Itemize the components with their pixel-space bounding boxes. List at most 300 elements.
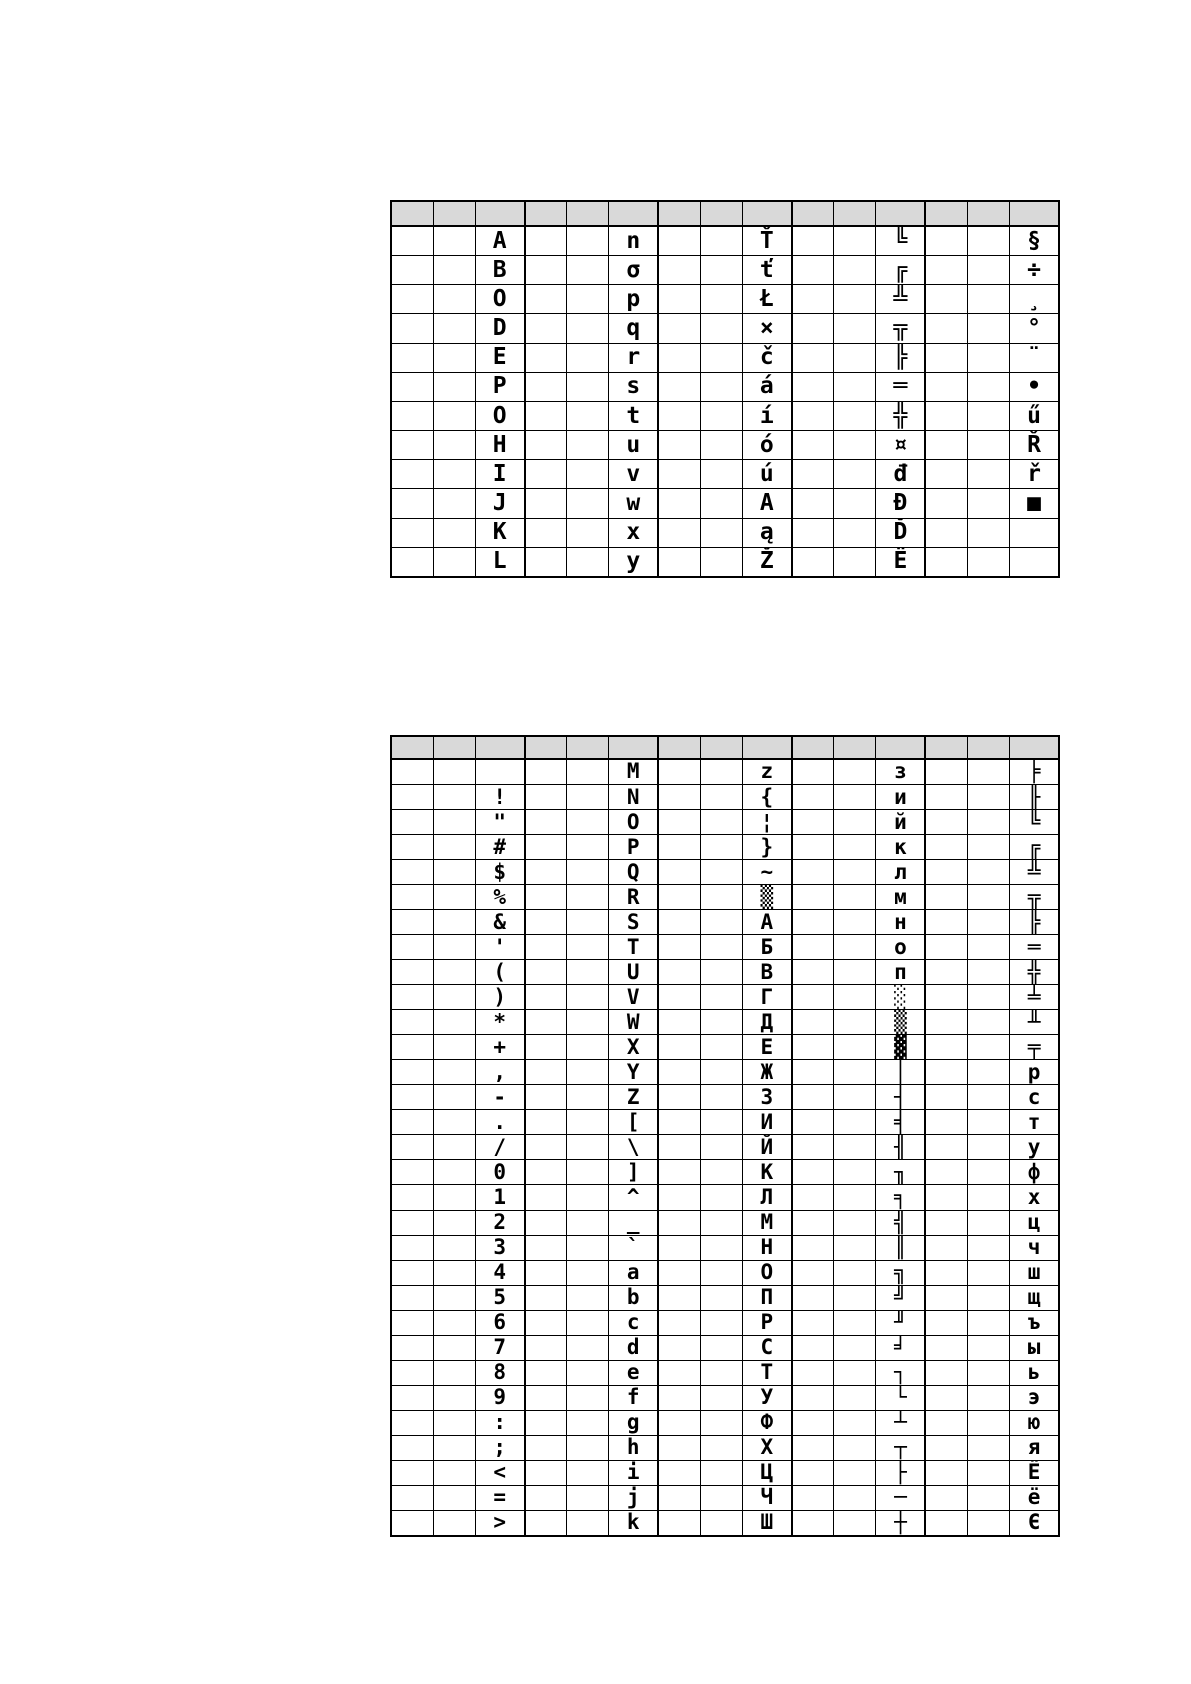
empty-cell <box>834 1385 876 1410</box>
empty-cell <box>834 1235 876 1260</box>
empty-cell <box>525 1510 567 1536</box>
empty-cell <box>391 1360 433 1385</box>
empty-cell <box>391 518 433 547</box>
empty-cell <box>792 960 834 985</box>
empty-cell <box>433 910 475 935</box>
empty-cell <box>433 256 475 285</box>
empty-cell <box>658 256 700 285</box>
empty-cell <box>567 885 609 910</box>
empty-cell <box>925 1310 967 1335</box>
empty-cell <box>525 401 567 430</box>
empty-cell <box>834 1285 876 1310</box>
empty-cell <box>967 1385 1009 1410</box>
empty-cell <box>834 1210 876 1235</box>
empty-cell <box>700 285 742 314</box>
empty-cell <box>792 1035 834 1060</box>
empty-cell <box>834 431 876 460</box>
header-cell <box>792 201 834 226</box>
empty-cell <box>658 1510 700 1536</box>
empty-cell <box>967 401 1009 430</box>
char-cell: Ф <box>742 1410 791 1435</box>
empty-cell <box>967 860 1009 885</box>
char-cell: a <box>609 1260 658 1285</box>
empty-cell <box>834 1085 876 1110</box>
char-cell: и <box>876 784 925 809</box>
empty-cell <box>433 518 475 547</box>
table-row <box>391 1510 1059 1536</box>
empty-cell <box>925 885 967 910</box>
char-cell: ╤ <box>1010 1035 1059 1060</box>
table-row <box>391 343 1059 372</box>
empty-cell <box>925 401 967 430</box>
empty-cell <box>525 226 567 256</box>
empty-cell <box>792 1410 834 1435</box>
empty-cell <box>792 1460 834 1485</box>
empty-cell <box>658 1085 700 1110</box>
char-cell: 1 <box>475 1185 524 1210</box>
table-row <box>391 285 1059 314</box>
char-cell: " <box>475 810 524 835</box>
char-cell: с <box>1010 1085 1059 1110</box>
empty-cell <box>834 1410 876 1435</box>
char-cell: ║ <box>876 1235 925 1260</box>
char-cell: O <box>475 401 524 430</box>
char-cell: \ <box>609 1135 658 1160</box>
char-cell: $ <box>475 860 524 885</box>
char-cell: ╞ <box>1010 759 1059 785</box>
empty-cell <box>967 314 1009 343</box>
empty-cell <box>967 256 1009 285</box>
empty-cell <box>792 935 834 960</box>
char-cell: ь <box>1010 1360 1059 1385</box>
empty-cell <box>925 1060 967 1085</box>
char-cell: С <box>742 1335 791 1360</box>
empty-cell <box>792 489 834 518</box>
empty-cell <box>525 759 567 785</box>
char-cell: ¤ <box>876 431 925 460</box>
table-row <box>391 226 1059 256</box>
char-cell: O <box>609 810 658 835</box>
empty-cell <box>658 343 700 372</box>
empty-cell <box>433 431 475 460</box>
empty-cell <box>391 1435 433 1460</box>
empty-cell <box>792 1435 834 1460</box>
char-cell: ┬ <box>876 1435 925 1460</box>
char-cell: ( <box>475 960 524 985</box>
char-cell: М <box>742 1210 791 1235</box>
empty-cell <box>658 935 700 960</box>
empty-cell <box>658 1210 700 1235</box>
empty-cell <box>700 1160 742 1185</box>
table-row <box>391 518 1059 547</box>
empty-cell <box>834 314 876 343</box>
header-cell <box>433 736 475 759</box>
empty-cell <box>525 1110 567 1135</box>
char-cell: Ť <box>742 226 791 256</box>
empty-cell <box>567 1160 609 1185</box>
empty-cell <box>525 547 567 577</box>
char-cell: ~ <box>742 860 791 885</box>
char-cell: U <box>609 960 658 985</box>
empty-cell <box>525 1360 567 1385</box>
char-cell: ř <box>1010 460 1059 489</box>
empty-cell <box>834 1135 876 1160</box>
empty-cell <box>658 910 700 935</box>
empty-cell <box>525 372 567 401</box>
empty-cell <box>925 547 967 577</box>
table-row <box>391 960 1059 985</box>
empty-cell <box>834 401 876 430</box>
empty-cell <box>433 1310 475 1335</box>
char-cell: ┼ <box>876 1510 925 1536</box>
empty-cell <box>700 1035 742 1060</box>
empty-cell <box>834 935 876 960</box>
empty-cell <box>658 1035 700 1060</box>
char-cell: ╗ <box>876 1260 925 1285</box>
empty-cell <box>700 1210 742 1235</box>
char-cell: о <box>876 935 925 960</box>
char-cell: ═ <box>1010 935 1059 960</box>
empty-cell <box>792 810 834 835</box>
empty-cell <box>700 401 742 430</box>
empty-cell <box>658 518 700 547</box>
empty-cell <box>567 1435 609 1460</box>
empty-cell <box>525 1460 567 1485</box>
empty-cell <box>391 1310 433 1335</box>
char-cell: ы <box>1010 1335 1059 1360</box>
empty-cell <box>925 935 967 960</box>
empty-cell <box>433 1185 475 1210</box>
empty-cell <box>567 489 609 518</box>
char-cell: й <box>876 810 925 835</box>
empty-cell <box>658 810 700 835</box>
char-cell: I <box>475 460 524 489</box>
empty-cell <box>391 460 433 489</box>
empty-cell <box>567 784 609 809</box>
char-cell: ą <box>742 518 791 547</box>
empty-cell <box>967 1235 1009 1260</box>
char-cell: Е <box>742 1035 791 1060</box>
empty-cell <box>433 885 475 910</box>
char-cell: ╬ <box>876 401 925 430</box>
empty-cell <box>658 1260 700 1285</box>
empty-cell <box>792 1010 834 1035</box>
empty-cell <box>658 985 700 1010</box>
empty-cell <box>391 935 433 960</box>
empty-cell <box>525 1285 567 1310</box>
char-cell: k <box>609 1510 658 1536</box>
empty-cell <box>567 1385 609 1410</box>
char-cell: У <box>742 1385 791 1410</box>
char-cell: T <box>609 935 658 960</box>
empty-cell <box>834 960 876 985</box>
empty-cell <box>925 489 967 518</box>
empty-cell <box>525 885 567 910</box>
empty-cell <box>433 960 475 985</box>
char-cell: 2 <box>475 1210 524 1235</box>
empty-cell <box>658 372 700 401</box>
empty-cell <box>567 460 609 489</box>
table-row <box>391 835 1059 860</box>
empty-cell <box>433 1010 475 1035</box>
char-cell: п <box>876 960 925 985</box>
empty-cell <box>567 1260 609 1285</box>
empty-cell <box>433 1335 475 1360</box>
empty-cell <box>700 885 742 910</box>
table-row <box>391 1435 1059 1460</box>
char-cell: ╜ <box>876 1310 925 1335</box>
table-row <box>391 1285 1059 1310</box>
empty-cell <box>433 226 475 256</box>
header-cell <box>1010 736 1059 759</box>
table-row <box>391 1060 1059 1085</box>
header-cell <box>742 201 791 226</box>
empty-cell <box>391 1185 433 1210</box>
char-cell: A <box>475 226 524 256</box>
empty-cell <box>792 372 834 401</box>
empty-cell <box>525 960 567 985</box>
empty-cell <box>700 1410 742 1435</box>
char-cell: ┤ <box>876 1085 925 1110</box>
empty-cell <box>967 1360 1009 1385</box>
char-cell: Ë <box>876 547 925 577</box>
empty-cell <box>391 1410 433 1435</box>
char-cell: p <box>609 285 658 314</box>
char-cell: Т <box>742 1360 791 1385</box>
empty-cell <box>391 1235 433 1260</box>
header-cell <box>433 201 475 226</box>
empty-cell <box>834 1310 876 1335</box>
empty-cell <box>658 885 700 910</box>
empty-cell <box>834 1160 876 1185</box>
char-cell: ť <box>742 256 791 285</box>
empty-cell <box>391 1160 433 1185</box>
empty-cell <box>792 1110 834 1135</box>
empty-cell <box>925 1360 967 1385</box>
header-cell <box>525 736 567 759</box>
empty-cell <box>391 1460 433 1485</box>
empty-cell <box>391 784 433 809</box>
empty-cell <box>433 1260 475 1285</box>
char-cell: К <box>742 1160 791 1185</box>
empty-cell <box>925 372 967 401</box>
empty-cell <box>658 1310 700 1335</box>
empty-cell <box>433 1135 475 1160</box>
header-cell <box>525 201 567 226</box>
empty-cell <box>391 547 433 577</box>
char-cell: 6 <box>475 1310 524 1335</box>
empty-cell <box>792 1260 834 1285</box>
char-cell: Д <box>742 1010 791 1035</box>
empty-cell <box>925 314 967 343</box>
empty-cell <box>567 1485 609 1510</box>
empty-cell <box>525 431 567 460</box>
char-cell: ╚ <box>1010 810 1059 835</box>
char-cell: П <box>742 1285 791 1310</box>
char-cell: f <box>609 1385 658 1410</box>
empty-cell <box>433 1210 475 1235</box>
empty-cell <box>433 985 475 1010</box>
empty-cell <box>700 835 742 860</box>
char-cell: x <box>609 518 658 547</box>
header-cell <box>792 736 834 759</box>
empty-cell <box>658 860 700 885</box>
empty-cell <box>433 1485 475 1510</box>
char-cell: ф <box>1010 1160 1059 1185</box>
empty-cell <box>925 460 967 489</box>
char-cell: M <box>609 759 658 785</box>
empty-cell <box>433 372 475 401</box>
empty-cell <box>834 1460 876 1485</box>
empty-cell <box>967 1310 1009 1335</box>
char-cell: З <box>742 1085 791 1110</box>
empty-cell <box>925 1285 967 1310</box>
char-cell: х <box>1010 1185 1059 1210</box>
empty-cell <box>834 1335 876 1360</box>
char-cell: ш <box>1010 1260 1059 1285</box>
empty-cell <box>700 1510 742 1536</box>
empty-cell <box>925 784 967 809</box>
empty-cell <box>567 1085 609 1110</box>
empty-cell <box>967 226 1009 256</box>
empty-cell <box>925 1110 967 1135</box>
char-cell: N <box>609 784 658 809</box>
char-cell: č <box>742 343 791 372</box>
empty-cell <box>925 835 967 860</box>
empty-cell <box>925 759 967 785</box>
char-cell: Ř <box>1010 431 1059 460</box>
char-cell: к <box>876 835 925 860</box>
empty-cell <box>792 1335 834 1360</box>
empty-cell <box>834 489 876 518</box>
char-cell: ú <box>742 460 791 489</box>
empty-cell <box>700 784 742 809</box>
empty-cell <box>658 1285 700 1310</box>
empty-cell <box>792 1360 834 1385</box>
empty-cell <box>792 860 834 885</box>
char-cell: ░ <box>876 985 925 1010</box>
empty-cell <box>391 1210 433 1235</box>
char-cell: И <box>742 1110 791 1135</box>
char-cell: э <box>1010 1385 1059 1410</box>
char-cell: ÷ <box>1010 256 1059 285</box>
empty-cell <box>834 256 876 285</box>
char-cell: # <box>475 835 524 860</box>
char-cell: b <box>609 1285 658 1310</box>
header-cell <box>925 201 967 226</box>
empty-cell <box>567 1235 609 1260</box>
empty-cell <box>525 1410 567 1435</box>
table-row <box>391 1460 1059 1485</box>
char-cell: ) <box>475 985 524 1010</box>
char-cell: H <box>475 431 524 460</box>
header-cell <box>567 736 609 759</box>
empty-cell <box>792 401 834 430</box>
char-cell: Z <box>609 1085 658 1110</box>
empty-cell <box>967 285 1009 314</box>
empty-cell <box>967 835 1009 860</box>
char-cell: ╝ <box>876 1285 925 1310</box>
empty-cell <box>567 1360 609 1385</box>
empty-cell <box>792 1160 834 1185</box>
empty-cell <box>525 910 567 935</box>
empty-cell <box>834 985 876 1010</box>
char-cell: └ <box>876 1385 925 1410</box>
empty-cell <box>700 1060 742 1085</box>
char-cell: q <box>609 314 658 343</box>
empty-cell <box>925 1160 967 1185</box>
char-cell <box>475 759 524 785</box>
empty-cell <box>792 784 834 809</box>
empty-cell <box>658 784 700 809</box>
empty-cell <box>792 1310 834 1335</box>
char-cell: ╩ <box>876 285 925 314</box>
empty-cell <box>700 1135 742 1160</box>
empty-cell <box>925 1335 967 1360</box>
empty-cell <box>433 1110 475 1135</box>
empty-cell <box>525 1060 567 1085</box>
empty-cell <box>658 1360 700 1385</box>
table-row <box>391 372 1059 401</box>
empty-cell <box>700 518 742 547</box>
char-cell: Ď <box>876 518 925 547</box>
table-row <box>391 935 1059 960</box>
empty-cell <box>391 1285 433 1310</box>
empty-cell <box>391 985 433 1010</box>
empty-cell <box>700 1110 742 1135</box>
empty-cell <box>658 314 700 343</box>
empty-cell <box>834 1110 876 1135</box>
header-cell <box>567 201 609 226</box>
empty-cell <box>658 1135 700 1160</box>
char-cell: ╔ <box>876 256 925 285</box>
empty-cell <box>433 759 475 785</box>
empty-cell <box>967 1335 1009 1360</box>
char-cell: ^ <box>609 1185 658 1210</box>
char-cell: Р <box>742 1310 791 1335</box>
char-cell: ■ <box>1010 489 1059 518</box>
empty-cell <box>525 314 567 343</box>
empty-cell <box>925 285 967 314</box>
char-cell: з <box>876 759 925 785</box>
empty-cell <box>700 1460 742 1485</box>
char-cell: Х <box>742 1435 791 1460</box>
char-cell: Ч <box>742 1485 791 1510</box>
empty-cell <box>567 1310 609 1335</box>
table-row <box>391 1035 1059 1060</box>
char-cell: í <box>742 401 791 430</box>
empty-cell <box>967 1285 1009 1310</box>
empty-cell <box>658 1460 700 1485</box>
empty-cell <box>433 935 475 960</box>
empty-cell <box>792 835 834 860</box>
empty-cell <box>925 518 967 547</box>
empty-cell <box>700 431 742 460</box>
empty-cell <box>700 759 742 785</box>
header-cell <box>742 736 791 759</box>
empty-cell <box>967 985 1009 1010</box>
empty-cell <box>700 489 742 518</box>
empty-cell <box>792 431 834 460</box>
empty-cell <box>567 547 609 577</box>
table-row <box>391 1235 1059 1260</box>
empty-cell <box>567 1135 609 1160</box>
empty-cell <box>391 285 433 314</box>
empty-cell <box>967 547 1009 577</box>
char-cell: z <box>742 759 791 785</box>
empty-cell <box>925 1185 967 1210</box>
char-cell: ╬ <box>1010 960 1059 985</box>
